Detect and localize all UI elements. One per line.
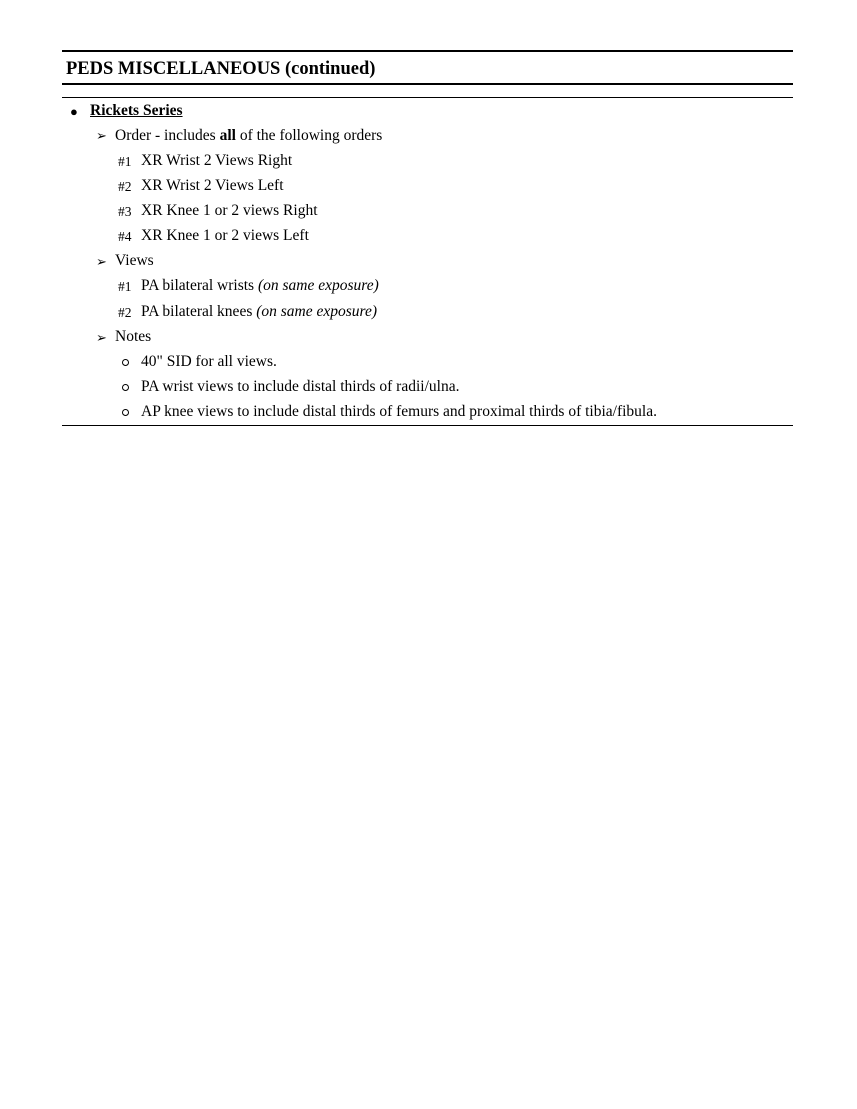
order-item-number: #2 (118, 179, 132, 194)
order-item-number: #3 (118, 204, 132, 219)
note-item-text: PA wrist views to include distal thirds of radii/ulna. (141, 378, 460, 395)
views-label: Views (115, 252, 154, 269)
view-item-main: PA bilateral knees (141, 303, 257, 320)
circle-bullet-icon (122, 359, 129, 366)
order-item-number: #1 (118, 154, 132, 169)
view-item-text (141, 276, 379, 296)
view-item-note: (on same exposure) (256, 303, 378, 320)
circle-bullet-icon (122, 409, 129, 416)
top-rule (62, 50, 793, 52)
order-item-text: XR Wrist 2 Views Right (141, 152, 293, 169)
view-item-number: #1 (118, 279, 132, 294)
arrow-bullet-icon: ➢ (96, 254, 107, 269)
circle-bullet-icon (122, 384, 129, 391)
bullet-disc-icon: ● (70, 104, 78, 119)
header-rule (62, 83, 793, 85)
page-title: PEDS MISCELLANEOUS (continued) (66, 59, 376, 79)
order-label-bold: all (219, 127, 236, 144)
view-item-text (141, 302, 377, 322)
notes-label: Notes (115, 328, 152, 345)
order-label (115, 126, 382, 146)
note-item-text: AP knee views to include distal thirds of femurs and proximal thirds of tibia/fibula. (141, 403, 657, 420)
order-label-prefix: Order - includes (115, 127, 220, 144)
order-item-text: XR Wrist 2 Views Left (141, 177, 284, 194)
section-title: Rickets Series (90, 102, 183, 119)
arrow-bullet-icon: ➢ (96, 128, 107, 143)
note-item-text: 40" SID for all views. (141, 353, 277, 370)
arrow-bullet-icon: ➢ (96, 330, 107, 345)
order-item-text: XR Knee 1 or 2 views Left (141, 227, 309, 244)
order-item-text: XR Knee 1 or 2 views Right (141, 202, 318, 219)
view-item-number: #2 (118, 305, 132, 320)
order-item-number: #4 (118, 229, 132, 244)
order-label-suffix: of the following orders (235, 127, 383, 144)
bottom-rule (62, 425, 793, 426)
view-item-note: (on same exposure) (257, 277, 379, 294)
view-item-main: PA bilateral wrists (141, 277, 258, 294)
header-rule-thin (62, 97, 793, 98)
